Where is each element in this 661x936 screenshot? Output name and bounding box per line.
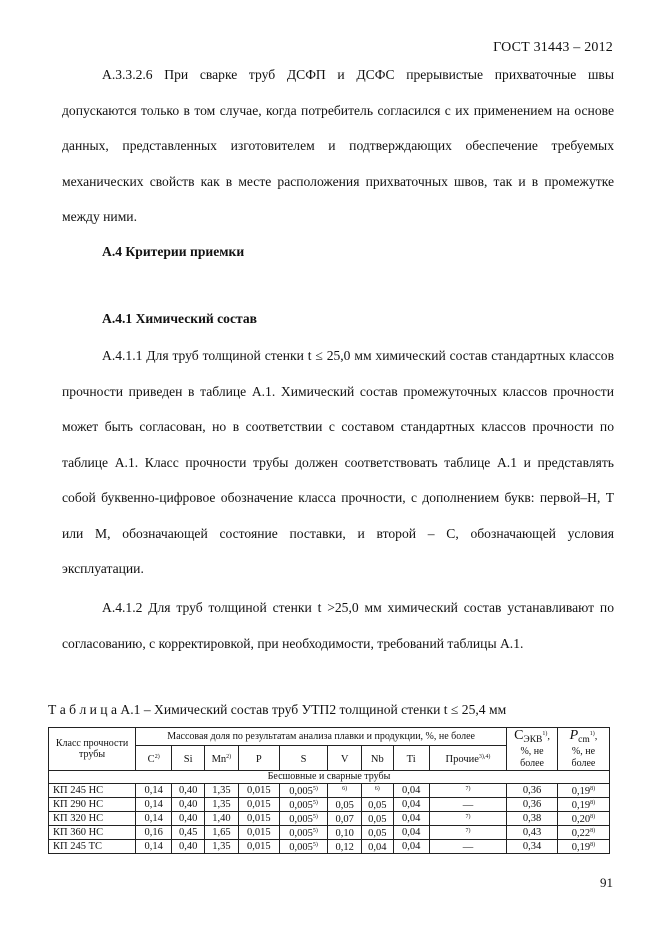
cell-footnote: 7): [465, 786, 471, 793]
cell-value: 0,19: [571, 786, 591, 798]
cell-cekv: [507, 826, 558, 840]
cell-footnote: 5): [312, 786, 318, 793]
standard-header: ГОСТ 31443 – 2012: [493, 40, 613, 55]
cell-si: [172, 812, 205, 826]
cell-c: [136, 826, 172, 840]
cell-v: [328, 812, 362, 826]
cell-cls: [49, 798, 136, 812]
header-element: [279, 746, 327, 771]
cell-value: КП 320 НС: [53, 813, 104, 825]
cell-other: [429, 826, 506, 840]
cell-value: 0,36: [522, 799, 542, 811]
header-element: [393, 746, 429, 771]
cell-value: 0,14: [144, 799, 163, 811]
cell-value: 0,015: [247, 813, 271, 825]
cell-value: 0,015: [247, 841, 271, 853]
heading-a4: А.4 Критерии приемки: [102, 244, 245, 259]
paragraph-a3326: А.3.3.2.6 При сварке труб ДСФП и ДСФС прерывистые прихваточные швы допускаются только в том случае, когда потребитель согласился с их применением на основе данных, представленных изготовителем и подтверждающих обеспечение требуемых механических свойств как в месте расположения прихваточных швов, так и в промежутке между ними.: [62, 67, 614, 224]
cekv-note: %, не более: [520, 746, 544, 770]
cell-value: 0,38: [522, 813, 542, 825]
cell-value: 0,005: [289, 814, 313, 826]
cell-footnote: 7): [465, 828, 471, 835]
cell-value: 0,14: [144, 785, 163, 797]
cell-p: [238, 840, 279, 854]
cell-value: 0,05: [335, 800, 354, 812]
cekv-sup: 1): [542, 731, 548, 737]
cell-p: [238, 784, 279, 798]
cell-value: 0,16: [144, 827, 163, 839]
cell-nb: [362, 840, 393, 854]
element-symbol: S: [300, 753, 307, 765]
cell-v: [328, 826, 362, 840]
pcm-note: %, не более: [571, 746, 596, 770]
cell-mn: [204, 812, 238, 826]
cell-si: [172, 826, 205, 840]
cell-value: 0,19: [571, 842, 591, 854]
cell-value: 0,34: [522, 841, 542, 853]
header-cekv: $С_{ЭКВ}^{1)}$, %, не более: [507, 728, 558, 771]
cell-value: КП 360 НС: [53, 827, 104, 839]
cell-nb: [362, 826, 393, 840]
cell-value: 0,015: [247, 799, 271, 811]
cell-cekv: [507, 812, 558, 826]
cell-s: [279, 826, 327, 840]
pcm-sup: 1): [589, 731, 595, 737]
cell-mn: [204, 784, 238, 798]
table-row: [49, 840, 610, 854]
cell-value: —: [462, 842, 474, 854]
header-class: Класс прочности трубы: [49, 728, 136, 771]
cell-value: —: [462, 800, 474, 812]
cell-value: 0,005: [289, 800, 313, 812]
header-pcm: $P_{cm}^{1)}$, %, не более: [557, 728, 609, 771]
subgroup-label: Бесшовные и сварные трубы: [49, 771, 610, 784]
cell-value: 0,04: [401, 827, 421, 839]
element-symbol: V: [340, 753, 349, 765]
cell-value: 1,40: [212, 813, 231, 825]
cell-footnote: 8): [590, 842, 596, 849]
cell-value: 0,10: [335, 828, 354, 840]
cell-si: [172, 784, 205, 798]
header-element: [362, 746, 393, 771]
table-row: [49, 812, 610, 826]
cell-value: 0,005: [289, 828, 313, 840]
cell-footnote: 8): [590, 786, 596, 793]
cell-c: [136, 812, 172, 826]
cell-c: [136, 798, 172, 812]
cell-value: 0,015: [247, 785, 271, 797]
cell-pcm: [557, 826, 609, 840]
header-element: [172, 746, 205, 771]
cell-value: 0,43: [522, 827, 542, 839]
cell-pcm: [557, 840, 609, 854]
cell-value: 1,35: [212, 841, 231, 853]
cell-cls: [49, 784, 136, 798]
cekv-sub: ЭКВ: [523, 735, 543, 746]
table-caption: Т а б л и ц а А.1 – Химический состав труб УТП2 толщиной стенки t ≤ 25,4 мм: [48, 702, 507, 717]
cell-value: 0,07: [335, 814, 354, 826]
cell-s: [279, 812, 327, 826]
cell-footnote: 7): [465, 814, 471, 821]
element-symbol: Прочие: [445, 753, 479, 765]
cell-footnote: 6): [374, 786, 380, 793]
header-element: [204, 746, 238, 771]
cell-value: 1,35: [212, 799, 231, 811]
cell-p: [238, 812, 279, 826]
cell-ti: [393, 784, 429, 798]
cell-ti: [393, 826, 429, 840]
cell-value: 1,65: [212, 827, 231, 839]
header-element: [238, 746, 279, 771]
cell-value: 0,04: [401, 813, 421, 825]
cell-value: 0,04: [401, 785, 421, 797]
cell-value: 0,14: [144, 813, 163, 825]
table-row: [49, 826, 610, 840]
heading-a41: А.4.1 Химический состав: [102, 311, 257, 326]
cell-value: 0,40: [178, 813, 198, 825]
cell-value: 0,14: [144, 841, 163, 853]
cell-s: [279, 798, 327, 812]
cell-s: [279, 840, 327, 854]
cell-value: 0,36: [522, 785, 542, 797]
pcm-symbol: P: [569, 728, 579, 743]
cell-si: [172, 840, 205, 854]
cell-cekv: [507, 784, 558, 798]
cell-value: 0,40: [178, 785, 198, 797]
cell-cls: [49, 812, 136, 826]
cell-value: 0,05: [368, 828, 387, 840]
header-element: [328, 746, 362, 771]
element-symbol: Mn: [211, 753, 227, 765]
cell-cekv: [507, 840, 558, 854]
cell-v: [328, 798, 362, 812]
element-symbol: C: [147, 753, 155, 765]
table-row: [49, 784, 610, 798]
cell-mn: [204, 798, 238, 812]
cell-cls: [49, 840, 136, 854]
header-mass-fraction: Массовая доля по результатам анализа плавки и продукции, %, не более: [136, 728, 507, 746]
cell-value: 1,35: [212, 785, 231, 797]
cell-footnote: 5): [312, 800, 318, 807]
cell-mn: [204, 840, 238, 854]
cell-si: [172, 798, 205, 812]
cell-footnote: 6): [342, 786, 348, 793]
cell-ti: [393, 798, 429, 812]
cell-ti: [393, 812, 429, 826]
cell-c: [136, 840, 172, 854]
element-symbol: Nb: [370, 753, 384, 765]
cell-nb: [362, 798, 393, 812]
cell-value: 0,45: [178, 827, 198, 839]
cell-v: [328, 784, 362, 798]
cell-ti: [393, 840, 429, 854]
element-symbol: Ti: [406, 753, 416, 765]
cell-value: 0,04: [401, 841, 421, 853]
cell-value: 0,22: [571, 828, 591, 840]
cell-other: [429, 798, 506, 812]
paragraph-a411: А.4.1.1 Для труб толщиной стенки t ≤ 25,0 мм химический состав стандартных классов прочности приведен в таблице А.1. Химический состав промежуточных классов прочности может быть согласован, но в соответствии с составом стандартных классов прочности по таблице А.1. Класс прочности трубы должен соответствовать таблице А.1 и представлять собой буквенно-цифровое обозначение класса прочности, с дополнением букв: первой–Н, Т или М, обозначающей состояние поставки, и второй – С, обозначающей условия эксплуатации.: [62, 348, 614, 576]
table-row: [49, 798, 610, 812]
element-footnote: 2): [154, 753, 160, 760]
cell-value: 0,12: [335, 842, 354, 854]
cell-cls: [49, 826, 136, 840]
element-symbol: P: [255, 753, 262, 765]
cell-cekv: [507, 798, 558, 812]
cell-value: КП 245 НС: [53, 785, 104, 797]
cell-value: 0,005: [289, 842, 313, 854]
cell-other: [429, 840, 506, 854]
cell-value: КП 245 ТС: [53, 841, 103, 853]
cell-footnote: 5): [312, 814, 318, 821]
cell-nb: [362, 812, 393, 826]
header-element: [136, 746, 172, 771]
cell-nb: [362, 784, 393, 798]
cell-value: 0,015: [247, 827, 271, 839]
cell-other: [429, 812, 506, 826]
cell-mn: [204, 826, 238, 840]
page-number: 91: [600, 875, 613, 890]
element-symbol: Si: [183, 753, 193, 765]
cell-footnote: 5): [312, 828, 318, 835]
cell-value: 0,005: [289, 786, 313, 798]
cell-value: 0,20: [571, 814, 591, 826]
cell-footnote: 5): [312, 842, 318, 849]
cell-value: КП 290 НС: [53, 799, 104, 811]
cell-value: 0,04: [401, 799, 421, 811]
cell-value: 0,05: [368, 814, 387, 826]
cell-s: [279, 784, 327, 798]
cell-p: [238, 798, 279, 812]
cell-v: [328, 840, 362, 854]
cell-value: 0,40: [178, 799, 198, 811]
element-footnote: 3),4): [478, 753, 491, 760]
pcm-sub: cm: [578, 735, 590, 746]
cell-value: 0,19: [571, 800, 591, 812]
cell-value: 0,04: [368, 842, 387, 854]
cell-pcm: [557, 812, 609, 826]
cell-pcm: [557, 798, 609, 812]
chemical-composition-table: [48, 727, 610, 854]
cell-other: [429, 784, 506, 798]
cell-value: 0,40: [178, 841, 198, 853]
cell-pcm: [557, 784, 609, 798]
cell-p: [238, 826, 279, 840]
cell-value: 0,05: [368, 800, 387, 812]
element-footnote: 2): [226, 753, 232, 760]
cekv-symbol: С: [514, 728, 524, 743]
cell-c: [136, 784, 172, 798]
cell-footnote: 8): [590, 828, 596, 835]
paragraph-a412: А.4.1.2 Для труб толщиной стенки t >25,0 мм химический состав устанавливают по согласованию, с корректировкой, при необходимости, требований таблицы А.1.: [62, 600, 614, 651]
cell-footnote: 8): [590, 800, 596, 807]
header-element: [429, 746, 506, 771]
cell-footnote: 8): [590, 814, 596, 821]
